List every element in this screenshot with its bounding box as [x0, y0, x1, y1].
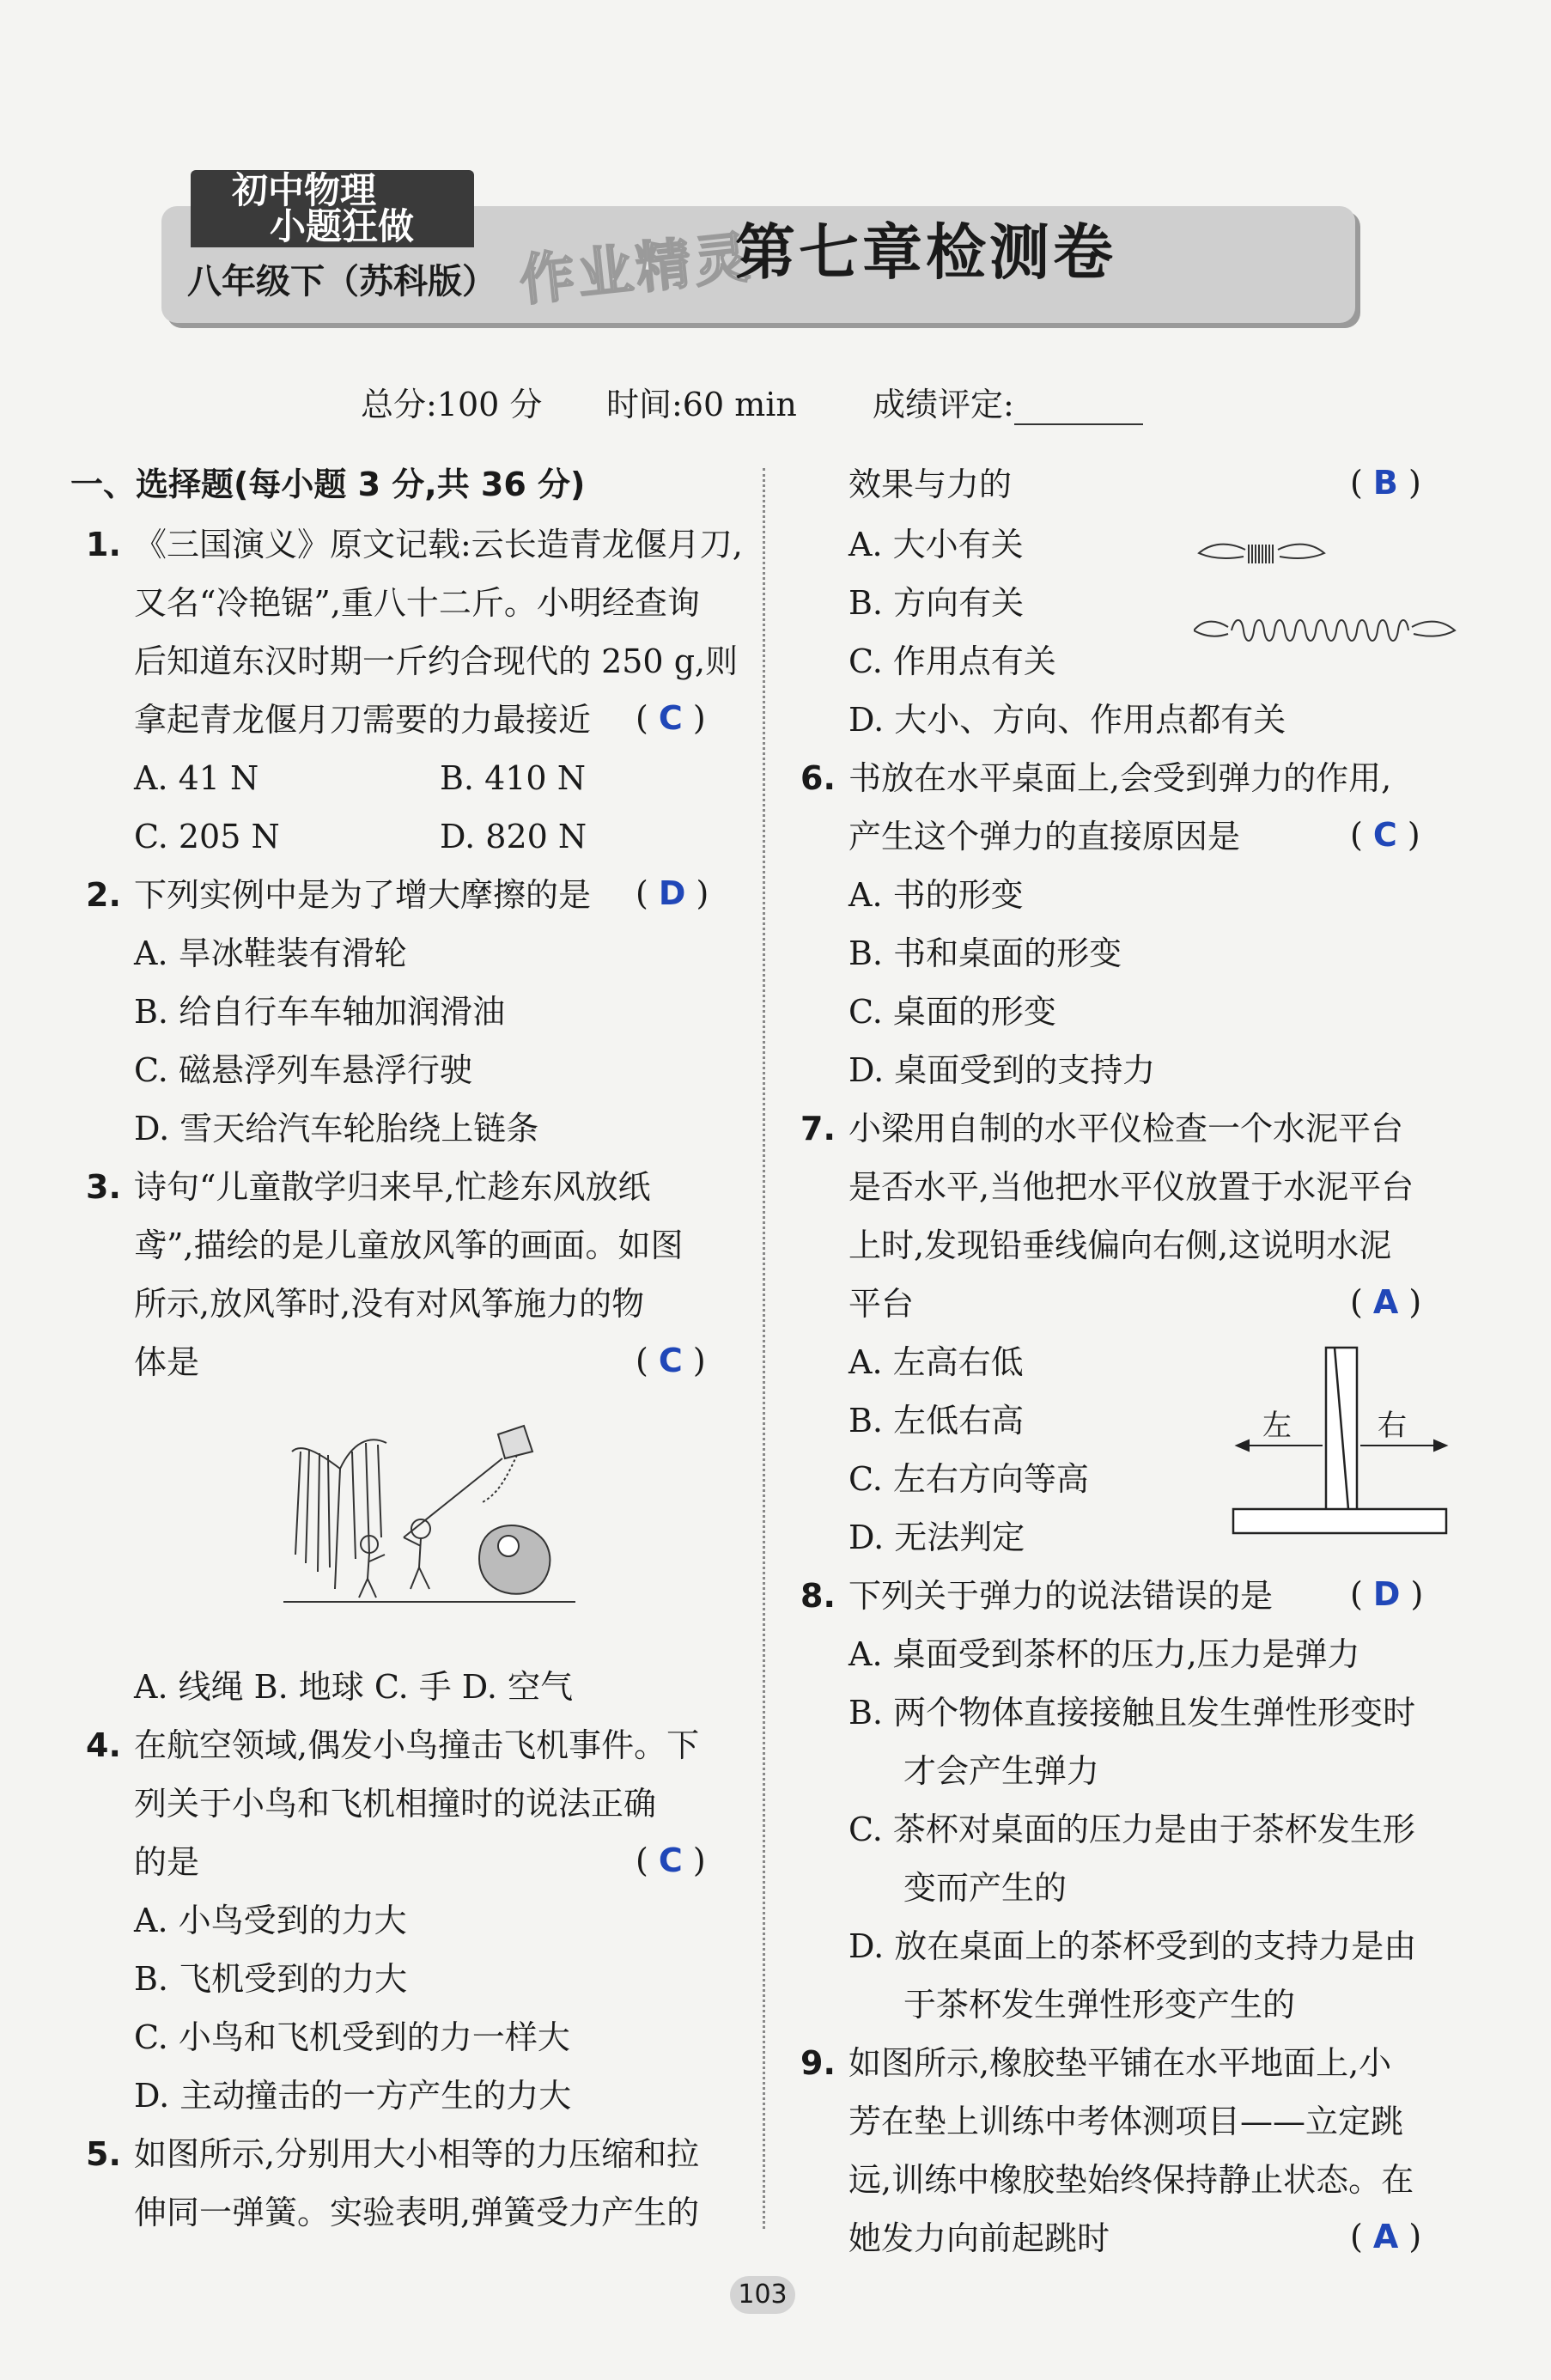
column-divider [763, 468, 765, 2229]
q9-line4: 她发力向前起跳时 [848, 2219, 1110, 2257]
q7-line1: 小梁用自制的水平仪检查一个水泥平台 [848, 1110, 1404, 1147]
q6-option-d: D. 桌面受到的支持力 [848, 1051, 1156, 1089]
q4-answer-letter: C [658, 1841, 683, 1879]
q1-line3: 后知道东汉时期一斤约合现代的 250 g,则 [134, 642, 739, 680]
q8-option-c-line1: C. 茶杯对桌面的压力是由于茶杯发生形 [848, 1811, 1415, 1848]
level-right-label: 右 [1378, 1409, 1407, 1443]
book-title-box [191, 170, 474, 247]
q5-option-d: D. 大小、方向、作用点都有关 [848, 701, 1286, 739]
q1-line1: 《三国演义》原文记载:云长造青龙偃月刀, [134, 526, 743, 563]
page-number: 103 [730, 2276, 795, 2314]
q6-option-c: C. 桌面的形变 [848, 993, 1056, 1031]
q2-number: 2. [86, 876, 121, 914]
level-left-label: 左 [1262, 1409, 1292, 1443]
q9-number: 9. [800, 2044, 836, 2082]
grade-evaluation [873, 378, 1143, 425]
q1-line4: 拿起青龙偃月刀需要的力最接近 [134, 701, 592, 739]
q8-option-c-line2: 变而产生的 [903, 1869, 1067, 1907]
grade-evaluation-label: 成绩评定: [873, 386, 1014, 423]
q7-answer: ( A ) [1350, 1283, 1422, 1321]
q7-option-b: B. 左低右高 [848, 1402, 1025, 1440]
q5-option-b: B. 方向有关 [848, 584, 1025, 622]
q5-line2: 伸同一弹簧。实验表明,弹簧受力产生的 [134, 2194, 700, 2231]
q6-line2: 产生这个弹力的直接原因是 [848, 818, 1241, 855]
grade-blank [1014, 398, 1143, 425]
chapter-title: 第七章检测卷 [735, 217, 1116, 288]
q1-line2: 又名“冷艳锯”,重八十二斤。小明经查询 [134, 584, 700, 622]
q5-option-c: C. 作用点有关 [848, 642, 1056, 680]
q8-answer-letter: D [1372, 1575, 1401, 1613]
grade-label: 八年级下（苏科版） [187, 262, 496, 301]
q8-option-b-line1: B. 两个物体直接接触且发生弹性形变时 [848, 1694, 1416, 1732]
q1-option-c: C. 205 N [134, 818, 280, 855]
q7-number: 7. [800, 1110, 836, 1147]
q7-answer-letter: A [1372, 1283, 1399, 1321]
q1-answer-letter: C [658, 699, 683, 737]
kite-illustration [283, 1417, 575, 1615]
q3-options: A. 线绳 B. 地球 C. 手 D. 空气 [134, 1668, 574, 1706]
q9-line2: 芳在垫上训练中考体测项目——立定跳 [848, 2103, 1404, 2140]
q4-line3: 的是 [134, 1843, 200, 1881]
q6-answer-letter: C [1372, 816, 1397, 854]
q2-option-b: B. 给自行车车轴加润滑油 [134, 993, 506, 1031]
q5-line3: 效果与力的 [848, 466, 1013, 503]
total-score: 总分:100 分 [361, 386, 543, 423]
q4-option-c: C. 小鸟和飞机受到的力一样大 [134, 2018, 570, 2056]
q2-option-c: C. 磁悬浮列车悬浮行驶 [134, 1051, 472, 1089]
q5-option-a: A. 大小有关 [848, 526, 1024, 563]
q5-number: 5. [86, 2135, 121, 2173]
book-title-line1: 初中物理 [232, 169, 377, 211]
q3-line2: 鸢”,描绘的是儿童放风筝的画面。如图 [134, 1227, 684, 1264]
spring-figure [1194, 524, 1460, 653]
q3-answer-letter: C [658, 1342, 683, 1379]
q8-option-d-line2: 于茶杯发生弹性形变产生的 [903, 1986, 1296, 2024]
q8-option-a: A. 桌面受到茶杯的压力,压力是弹力 [848, 1635, 1360, 1673]
q2-answer-letter: D [658, 874, 686, 912]
q7-line3: 上时,发现铅垂线偏向右侧,这说明水泥 [848, 1227, 1392, 1264]
q1-option-b: B. 410 N [440, 759, 586, 797]
q6-option-a: A. 书的形变 [848, 876, 1024, 914]
q7-option-a: A. 左高右低 [848, 1343, 1024, 1381]
q8-line1: 下列关于弹力的说法错误的是 [848, 1577, 1274, 1615]
q6-number: 6. [800, 759, 836, 797]
q2-option-d: D. 雪天给汽车轮胎绕上链条 [134, 1110, 539, 1147]
q1-option-d: D. 820 N [440, 818, 587, 855]
q7-line4: 平台 [848, 1285, 915, 1323]
q2-answer: ( D ) [636, 874, 709, 912]
q8-option-b-line2: 才会产生弹力 [903, 1752, 1100, 1790]
q8-option-d-line1: D. 放在桌面上的茶杯受到的支持力是由 [848, 1927, 1417, 1965]
q7-line2: 是否水平,当他把水平仪放置于水泥平台 [848, 1168, 1414, 1206]
q9-answer-letter: A [1372, 2218, 1399, 2255]
q4-answer: ( C ) [636, 1841, 706, 1879]
q1-option-a: A. 41 N [134, 759, 259, 797]
q5-answer-letter: B [1372, 464, 1398, 502]
q5-line1: 如图所示,分别用大小相等的力压缩和拉 [134, 2135, 700, 2173]
q6-answer: ( C ) [1350, 816, 1420, 854]
q1-answer: ( C ) [636, 699, 706, 737]
book-title-line2: 小题狂做 [270, 205, 415, 247]
time-limit: 时间:60 min [606, 386, 797, 423]
q7-option-c: C. 左右方向等高 [848, 1460, 1089, 1498]
q3-line3: 所示,放风筝时,没有对风筝施力的物 [134, 1285, 645, 1323]
q7-option-d: D. 无法判定 [848, 1519, 1025, 1556]
q3-answer: ( C ) [636, 1342, 706, 1379]
q9-answer: ( A ) [1350, 2218, 1422, 2255]
q2-line1: 下列实例中是为了增大摩擦的是 [134, 876, 592, 914]
q9-line1: 如图所示,橡胶垫平铺在水平地面上,小 [848, 2044, 1392, 2082]
q4-option-d: D. 主动撞击的一方产生的力大 [134, 2077, 572, 2115]
q8-number: 8. [800, 1577, 836, 1615]
q4-line2: 列关于小鸟和飞机相撞时的说法正确 [134, 1785, 657, 1823]
watermark: 作业精灵 [516, 225, 756, 313]
q5-answer: ( B ) [1350, 464, 1421, 502]
section-title: 一、选择题(每小题 3 分,共 36 分) [70, 466, 586, 503]
q3-line4: 体是 [134, 1343, 200, 1381]
q1-number: 1. [86, 526, 121, 563]
q2-option-a: A. 旱冰鞋装有滑轮 [134, 934, 407, 972]
q8-answer: ( D ) [1350, 1575, 1424, 1613]
q3-line1: 诗句“儿童散学归来早,忙趁东风放纸 [134, 1168, 651, 1206]
q4-option-b: B. 飞机受到的力大 [134, 1960, 408, 1998]
level-figure [1228, 1344, 1451, 1537]
q4-line1: 在航空领域,偶发小鸟撞击飞机事件。下 [134, 1726, 700, 1764]
q9-line3: 远,训练中橡胶垫始终保持静止状态。在 [848, 2161, 1414, 2199]
q3-number: 3. [86, 1168, 121, 1206]
q6-option-b: B. 书和桌面的形变 [848, 934, 1122, 972]
q6-line1: 书放在水平桌面上,会受到弹力的作用, [848, 759, 1392, 797]
q4-number: 4. [86, 1726, 121, 1764]
q4-option-a: A. 小鸟受到的力大 [134, 1902, 407, 1939]
